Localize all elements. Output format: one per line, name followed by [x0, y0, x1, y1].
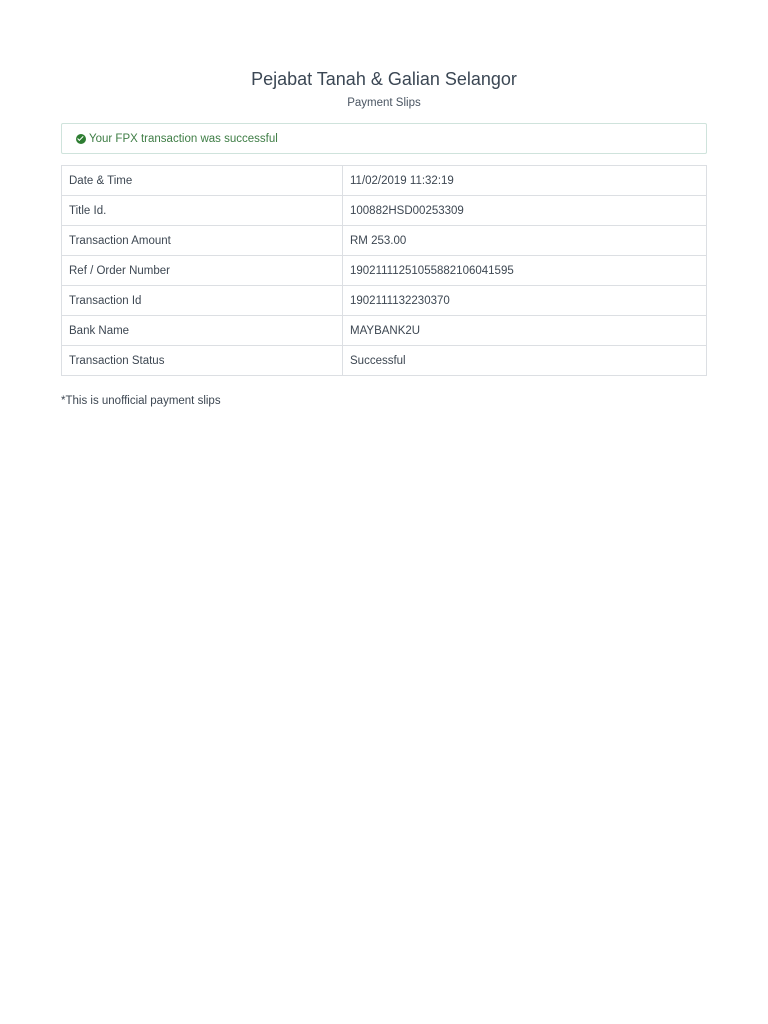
row-label: Ref / Order Number	[62, 256, 343, 286]
table-row	[62, 196, 707, 226]
row-value: 1902111132230370	[343, 286, 707, 316]
row-value: RM 253.00	[343, 226, 707, 256]
table-row	[62, 166, 707, 196]
row-label: Date & Time	[62, 166, 343, 196]
page-header	[0, 66, 768, 111]
check-circle-icon	[76, 134, 86, 144]
page-title: Pejabat Tanah & Galian Selangor	[251, 69, 517, 89]
footer-note: *This is unofficial payment slips	[61, 395, 221, 407]
row-value: 11/02/2019 11:32:19	[343, 166, 707, 196]
row-label: Title Id.	[62, 196, 343, 226]
payment-details-table	[61, 165, 707, 376]
row-value: 1902111125105588210604159​5	[343, 256, 707, 286]
success-alert	[61, 123, 707, 154]
row-value: 100882HSD00253309	[343, 196, 707, 226]
table-row	[62, 316, 707, 346]
row-label: Transaction Status	[62, 346, 343, 376]
row-value: Successful	[343, 346, 707, 376]
table-row	[62, 286, 707, 316]
table-row	[62, 226, 707, 256]
alert-message: Your FPX transaction was successful	[89, 132, 278, 145]
row-value: MAYBANK2U	[343, 316, 707, 346]
table-row	[62, 346, 707, 376]
row-label: Transaction Id	[62, 286, 343, 316]
page-subtitle: Payment Slips	[347, 97, 421, 109]
row-label: Transaction Amount	[62, 226, 343, 256]
row-label: Bank Name	[62, 316, 343, 346]
table-row	[62, 256, 707, 286]
